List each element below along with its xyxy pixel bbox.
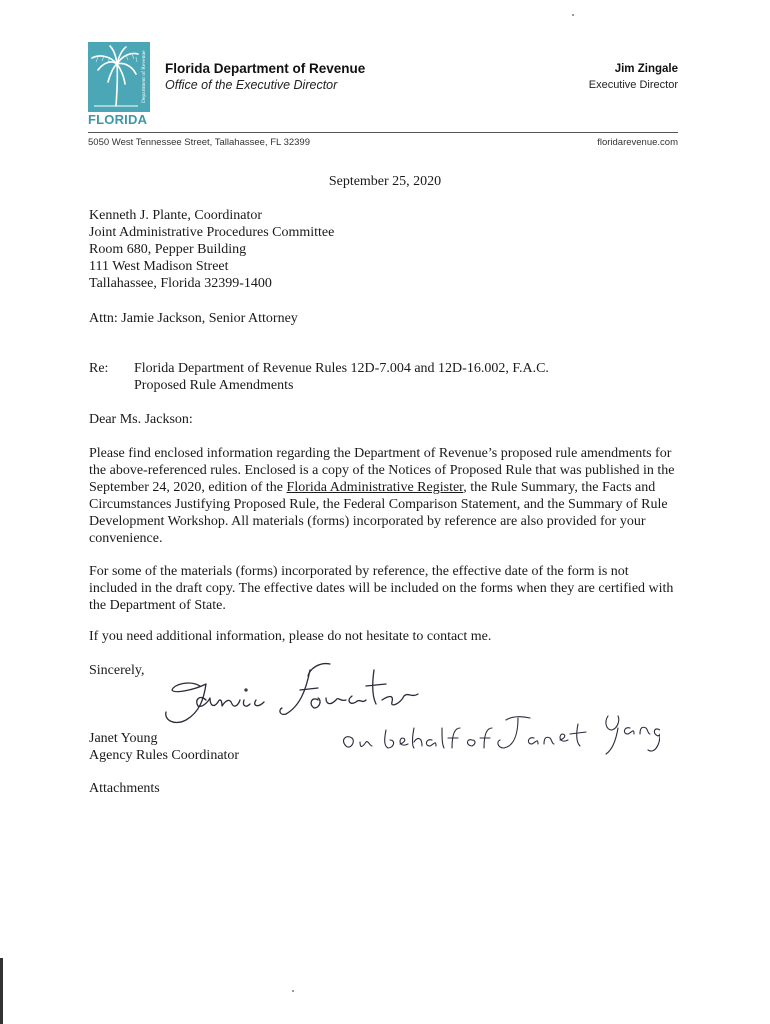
letterhead-address: 5050 West Tennessee Street, Tallahassee, FL 32399: [88, 137, 310, 148]
recipient-line: Room 680, Pepper Building: [89, 242, 247, 257]
recipient-line: 111 West Madison Street: [89, 259, 229, 274]
letter-date: September 25, 2020: [328, 174, 442, 189]
scan-speck: [572, 14, 574, 16]
department-name: Florida Department of Revenue: [165, 61, 366, 76]
scan-edge-mark: [0, 958, 3, 1024]
letterhead-website: floridarevenue.com: [597, 137, 678, 148]
logo-wordmark: FLORIDA: [88, 112, 148, 127]
closing: Sincerely,: [89, 663, 145, 678]
re-subject: [134, 360, 679, 394]
recipient-line: Tallahassee, Florida 32399-1400: [89, 276, 272, 291]
office-name: Office of the Executive Director: [165, 78, 338, 92]
signer-title: Agency Rules Coordinator: [89, 748, 240, 763]
scan-speck: [292, 990, 294, 992]
recipient-address: [89, 207, 679, 292]
department-block: [165, 61, 365, 93]
director-name: Jim Zingale: [614, 63, 678, 75]
salutation: Dear Ms. Jackson:: [89, 412, 193, 427]
director-block: [589, 61, 678, 93]
letterhead-divider: [88, 132, 678, 133]
paragraph-text: , the Rule Summary, the Facts and Circumstances Justifying Proposed Rule, the Federal Comparison Statement, and the Summary of Rule Development Workshop. All materials (forms) incorporated by reference are also provided for your convenience.: [89, 480, 668, 546]
re-line: Proposed Rule Amendments: [134, 378, 294, 393]
florida-dor-logo: [88, 42, 150, 128]
re-label: Re:: [89, 361, 109, 376]
body-paragraph-1: [89, 445, 679, 547]
logo-vertical-text: Department of Revenue: [141, 50, 147, 104]
paragraph-text: Please find enclosed information regarding the Department of Revenue’s proposed rule amendments for the above-referenced rules. Enclosed is a copy of the Notices of Proposed Rule that was published in the September 24, 2020, edition of the: [89, 446, 675, 495]
recipient-line: Joint Administrative Procedures Committee: [89, 225, 335, 240]
register-title: Florida Administrative Register: [286, 480, 464, 495]
body-paragraph-3: If you need additional information, please do not hesitate to contact me.: [89, 629, 492, 644]
attention-line: Attn: Jamie Jackson, Senior Attorney: [89, 311, 298, 326]
signer-name: Janet Young: [89, 731, 158, 746]
logo-palm-tile: [88, 42, 150, 112]
re-line: Florida Department of Revenue Rules 12D-7.004 and 12D-16.002, F.A.C.: [134, 361, 549, 376]
attachments-label: Attachments: [89, 781, 160, 796]
recipient-line: Kenneth J. Plante, Coordinator: [89, 208, 263, 223]
signer-block: [89, 730, 679, 764]
body-paragraph-2: For some of the materials (forms) incorporated by reference, the effective date of the form is not included in the draft copy. The effective dates will be included on the forms when they are certified with the Department of State.: [89, 564, 674, 613]
director-title: Executive Director: [588, 79, 678, 91]
